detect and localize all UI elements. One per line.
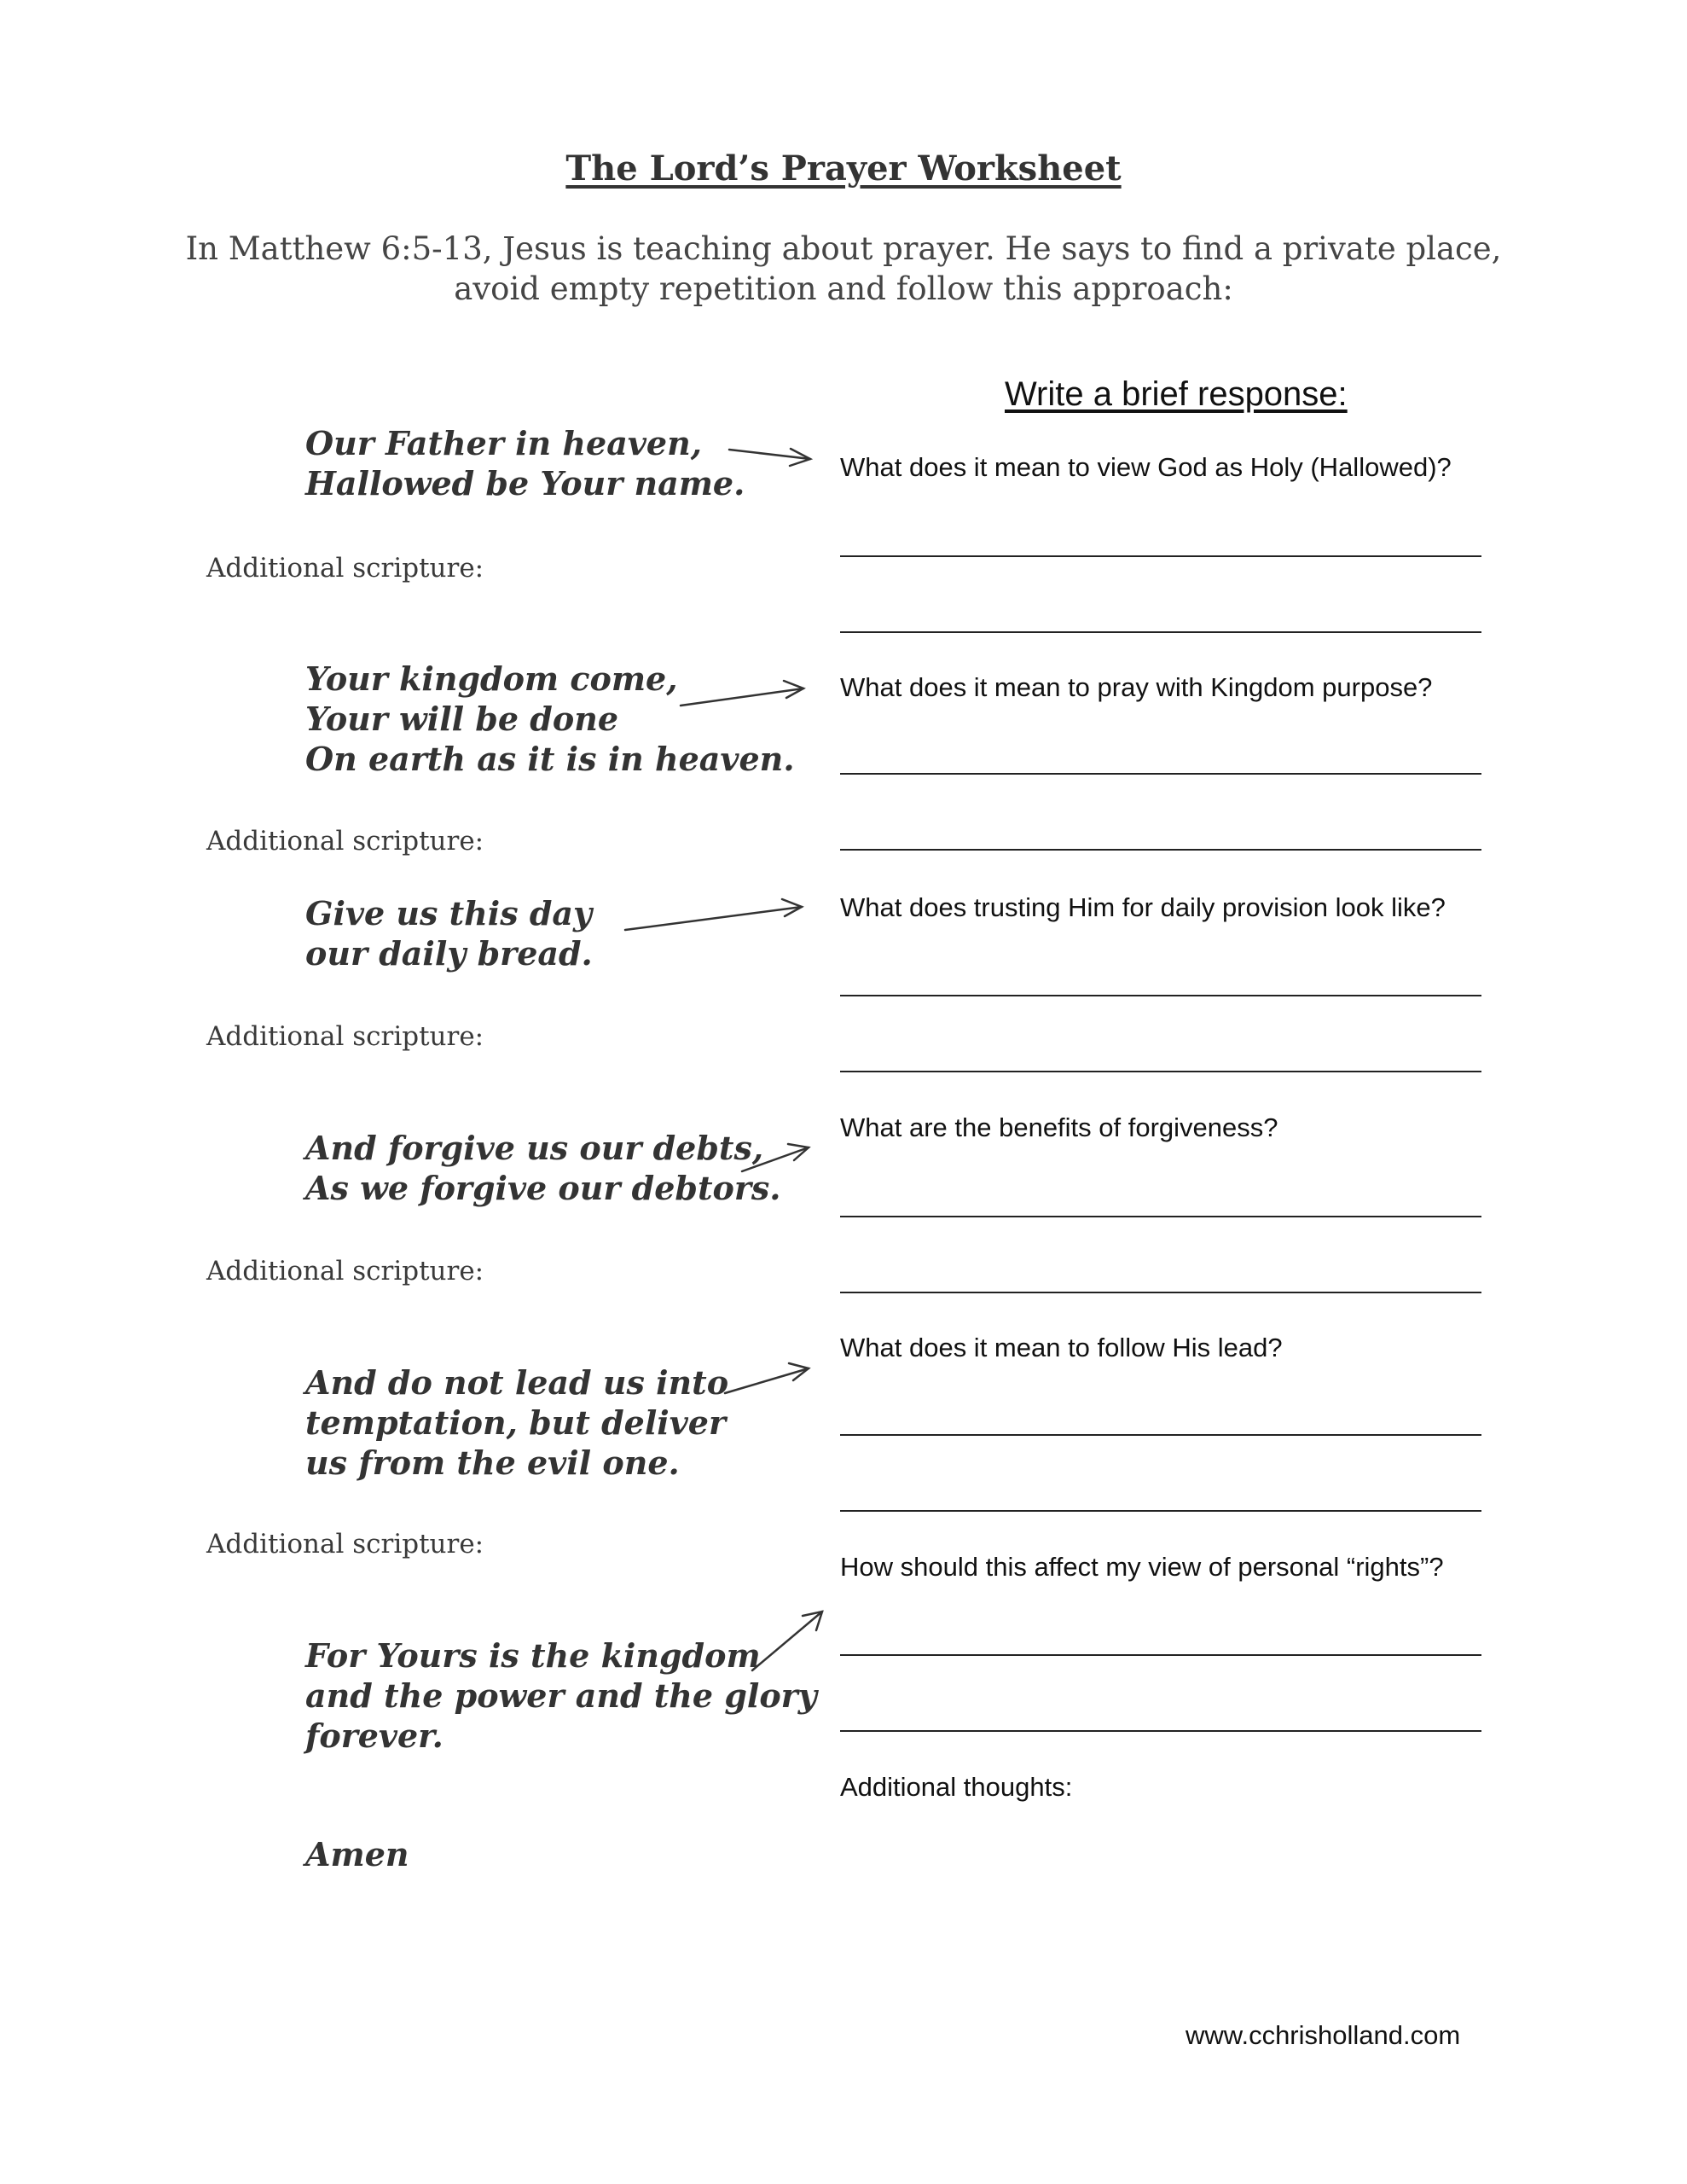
response-line-1b[interactable]	[840, 631, 1481, 633]
response-line-4a[interactable]	[840, 1216, 1481, 1217]
verse-line: forever.	[305, 1716, 443, 1755]
footer-url[interactable]: www.cchrisholland.com	[1186, 2020, 1461, 2050]
additional-scripture-label-5: Additional scripture:	[206, 1529, 484, 1560]
response-line-2a[interactable]	[840, 773, 1481, 775]
additional-scripture-label-4: Additional scripture:	[206, 1256, 484, 1287]
verse-line: Your kingdom come,	[305, 659, 678, 698]
verse-line: us from the evil one.	[305, 1443, 680, 1482]
verse-line: As we forgive our debtors.	[305, 1169, 781, 1207]
verse-line: And forgive us our debts,	[305, 1129, 764, 1167]
question-daily-bread: What does trusting Him for daily provision look like?	[840, 892, 1446, 922]
verse-line: Our Father in heaven,	[305, 424, 702, 462]
verse-forgive	[305, 1128, 781, 1208]
response-line-3b[interactable]	[840, 1071, 1481, 1072]
response-line-6b[interactable]	[840, 1730, 1481, 1732]
response-heading: Write a brief response:	[1005, 375, 1348, 413]
question-follow-lead: What does it mean to follow His lead?	[840, 1333, 1283, 1362]
verse-line: Your will be done	[305, 700, 618, 738]
verse-hallowed	[305, 423, 745, 503]
additional-scripture-label-2: Additional scripture:	[206, 826, 484, 857]
question-hallowed: What does it mean to view God as Holy (Hallowed)?	[840, 452, 1452, 482]
arrow-icon	[725, 1363, 809, 1393]
question-personal-rights: How should this affect my view of personal “rights”?	[840, 1552, 1444, 1582]
intro-paragraph	[0, 229, 1687, 309]
page-title: The Lord’s Prayer Worksheet	[565, 148, 1122, 189]
question-forgiveness: What are the benefits of forgiveness?	[840, 1112, 1278, 1142]
arrow-icon	[625, 899, 802, 930]
response-line-4b[interactable]	[840, 1292, 1481, 1293]
verse-line: temptation, but deliver	[305, 1403, 726, 1442]
additional-scripture-label-3: Additional scripture:	[206, 1021, 484, 1052]
response-line-5b[interactable]	[840, 1510, 1481, 1512]
verse-line: Give us this day	[305, 894, 593, 932]
response-line-1a[interactable]	[840, 555, 1481, 557]
additional-thoughts-label: Additional thoughts:	[840, 1772, 1073, 1802]
intro-line-2: avoid empty repetition and follow this approach:	[454, 270, 1233, 307]
response-line-3a[interactable]	[840, 995, 1481, 996]
additional-scripture-label-1: Additional scripture:	[206, 553, 484, 584]
verse-amen	[305, 1834, 409, 1874]
response-line-6a[interactable]	[840, 1654, 1481, 1656]
verse-line: and the power and the glory	[305, 1676, 817, 1715]
response-line-5a[interactable]	[840, 1434, 1481, 1436]
verse-line: On earth as it is in heaven.	[305, 740, 795, 778]
verse-line: Hallowed be Your name.	[305, 464, 745, 502]
verse-daily-bread	[305, 893, 593, 973]
verse-kingdom	[305, 659, 795, 779]
amen-text: Amen	[305, 1835, 409, 1873]
verse-temptation	[305, 1362, 728, 1483]
response-line-2b[interactable]	[840, 849, 1481, 851]
verse-line: our daily bread.	[305, 934, 593, 973]
question-kingdom: What does it mean to pray with Kingdom purpose?	[840, 672, 1433, 702]
intro-line-1: In Matthew 6:5-13, Jesus is teaching about prayer. He says to find a private place,	[185, 230, 1502, 267]
verse-line: And do not lead us into	[305, 1363, 729, 1402]
verse-doxology	[305, 1635, 817, 1756]
verse-line: For Yours is the kingdom	[305, 1636, 761, 1675]
